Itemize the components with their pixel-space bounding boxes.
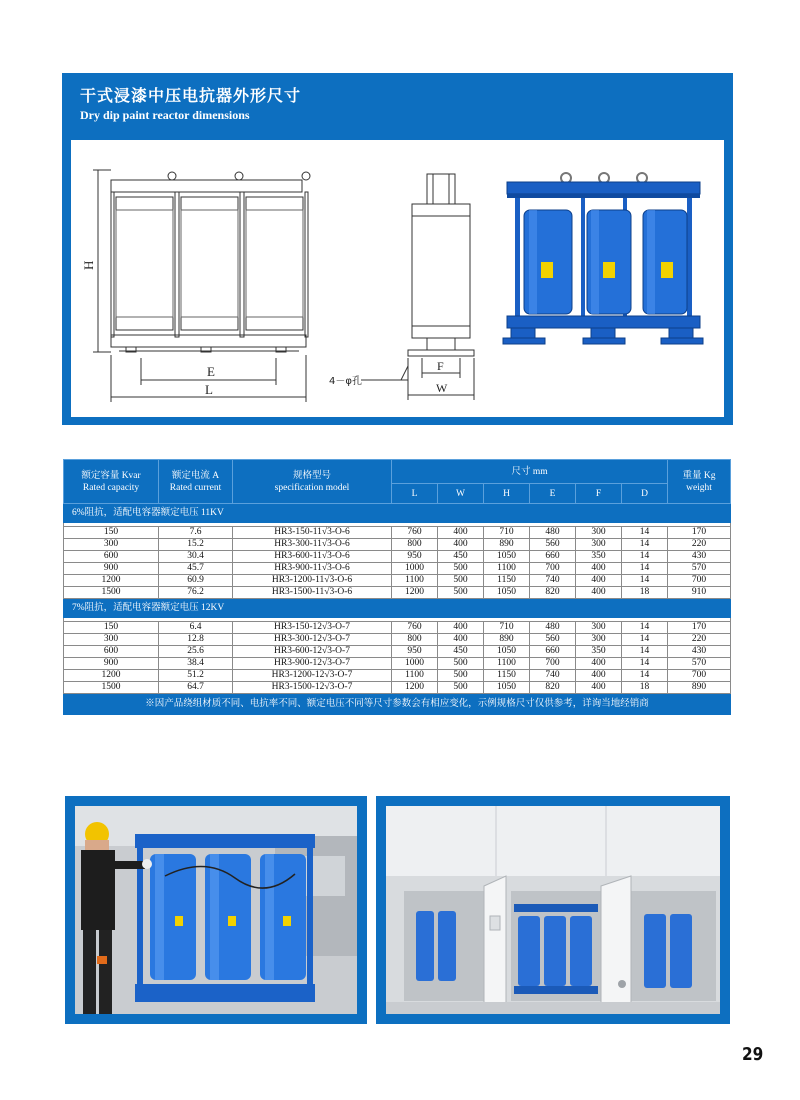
header-capacity bbox=[64, 460, 159, 504]
table-cell: 820 bbox=[530, 587, 576, 599]
table-cell: 400 bbox=[576, 575, 622, 587]
table-cell: 300 bbox=[576, 622, 622, 634]
table-row bbox=[64, 587, 731, 599]
table-cell: 950 bbox=[392, 551, 438, 563]
table-cell: HR3-900-12√3-O-7 bbox=[233, 658, 392, 670]
table-cell: 600 bbox=[64, 646, 159, 658]
table-cell: 450 bbox=[438, 646, 484, 658]
dim-label-l: L bbox=[205, 382, 213, 397]
table-footnote: ※因产品绕组材质不同、电抗率不同、额定电压不同等尺寸参数会有相应变化，示例规格尺寸仅供参考，详询当地经销商 bbox=[64, 694, 731, 715]
panel-title-english: Dry dip paint reactor dimensions bbox=[80, 108, 250, 122]
table-cell: 600 bbox=[64, 551, 159, 563]
table-cell: 400 bbox=[576, 563, 622, 575]
table-cell: 710 bbox=[484, 527, 530, 539]
header-dim-l: L bbox=[392, 484, 438, 504]
table-cell: 170 bbox=[668, 622, 731, 634]
dimensions-panel bbox=[62, 73, 733, 425]
table-cell: 500 bbox=[438, 563, 484, 575]
dimension-drawings bbox=[71, 140, 724, 417]
table-cell: 7.6 bbox=[159, 527, 233, 539]
table-cell: 890 bbox=[484, 634, 530, 646]
table-cell: 14 bbox=[622, 670, 668, 682]
photo-reactor-cabinet bbox=[386, 806, 720, 1014]
section-label: 6%阻抗，适配电容器额定电压 11KV bbox=[64, 504, 731, 523]
table-cell: 910 bbox=[668, 587, 731, 599]
header-model-en: specification model bbox=[274, 482, 350, 493]
table-cell: 570 bbox=[668, 563, 731, 575]
front-view-drawing bbox=[93, 170, 310, 402]
table-cell: 400 bbox=[438, 634, 484, 646]
table-cell: 1200 bbox=[64, 575, 159, 587]
table-cell: 38.4 bbox=[159, 658, 233, 670]
table-cell: 400 bbox=[576, 587, 622, 599]
header-dim-e: E bbox=[530, 484, 576, 504]
header-dim-w: W bbox=[438, 484, 484, 504]
header-dim-f: F bbox=[576, 484, 622, 504]
table-cell: 450 bbox=[438, 551, 484, 563]
photo-frame-right bbox=[376, 796, 730, 1024]
table-cell: HR3-600-11√3-O-6 bbox=[233, 551, 392, 563]
dim-label-holes: 4－φ孔 bbox=[329, 376, 362, 387]
table-cell: 400 bbox=[438, 539, 484, 551]
table-cell: 500 bbox=[438, 587, 484, 599]
header-capacity-en: Rated capacity bbox=[82, 482, 140, 493]
table-cell: 890 bbox=[668, 682, 731, 694]
table-cell: 500 bbox=[438, 575, 484, 587]
header-weight-cn: 重量 Kg bbox=[682, 470, 716, 481]
panel-title-chinese: 干式浸漆中压电抗器外形尺寸 bbox=[80, 86, 302, 105]
table-cell: 1050 bbox=[484, 682, 530, 694]
table-cell: 760 bbox=[392, 527, 438, 539]
table-cell: HR3-150-11√3-O-6 bbox=[233, 527, 392, 539]
table-cell: HR3-150-12√3-O-7 bbox=[233, 622, 392, 634]
header-dim-d: D bbox=[622, 484, 668, 504]
table-cell: 1150 bbox=[484, 575, 530, 587]
table-cell: HR3-1500-12√3-O-7 bbox=[233, 682, 392, 694]
table-cell: HR3-1200-11√3-O-6 bbox=[233, 575, 392, 587]
dim-label-e: E bbox=[207, 364, 215, 379]
table-cell: 300 bbox=[576, 539, 622, 551]
table-row bbox=[64, 634, 731, 646]
table-cell: 1100 bbox=[484, 563, 530, 575]
table-body bbox=[64, 504, 731, 715]
table-cell: 18 bbox=[622, 682, 668, 694]
header-capacity-cn: 额定容量 Kvar bbox=[81, 470, 141, 481]
table-row bbox=[64, 563, 731, 575]
table-cell: 6.4 bbox=[159, 622, 233, 634]
table-cell: 15.2 bbox=[159, 539, 233, 551]
section-label: 7%阻抗，适配电容器额定电压 12KV bbox=[64, 599, 731, 618]
table-cell: 14 bbox=[622, 539, 668, 551]
table-cell: 350 bbox=[576, 646, 622, 658]
table-cell: 1100 bbox=[392, 575, 438, 587]
drawing-area bbox=[71, 140, 724, 417]
table-cell: 25.6 bbox=[159, 646, 233, 658]
table-cell: 400 bbox=[576, 682, 622, 694]
table-cell: 400 bbox=[438, 622, 484, 634]
table-row bbox=[64, 622, 731, 634]
table-cell: 740 bbox=[530, 670, 576, 682]
header-current-cn: 额定电流 A bbox=[171, 470, 220, 481]
reactor-product-render bbox=[503, 173, 703, 344]
header-model bbox=[233, 460, 392, 504]
header-dimensions: 尺寸 mm bbox=[392, 460, 668, 484]
table-cell: 800 bbox=[392, 634, 438, 646]
table-cell: 890 bbox=[484, 539, 530, 551]
table-cell: 1500 bbox=[64, 682, 159, 694]
table-cell: 350 bbox=[576, 551, 622, 563]
table-cell: 500 bbox=[438, 682, 484, 694]
table-cell: 700 bbox=[668, 575, 731, 587]
table-cell: 710 bbox=[484, 622, 530, 634]
cabinet-illustration bbox=[386, 806, 720, 1014]
table-cell: 1200 bbox=[392, 587, 438, 599]
table-cell: 900 bbox=[64, 658, 159, 670]
table-row bbox=[64, 682, 731, 694]
table-cell: 700 bbox=[530, 658, 576, 670]
table-cell: HR3-1500-11√3-O-6 bbox=[233, 587, 392, 599]
table-cell: HR3-1200-12√3-O-7 bbox=[233, 670, 392, 682]
table-cell: 1000 bbox=[392, 563, 438, 575]
dim-label-f: F bbox=[437, 359, 444, 373]
table-cell: 480 bbox=[530, 622, 576, 634]
table-cell: 220 bbox=[668, 634, 731, 646]
dim-label-w: W bbox=[436, 381, 448, 395]
table-cell: 1200 bbox=[64, 670, 159, 682]
table-cell: 820 bbox=[530, 682, 576, 694]
table-cell: 18 bbox=[622, 587, 668, 599]
table-cell: 1050 bbox=[484, 587, 530, 599]
header-model-cn: 规格型号 bbox=[292, 470, 331, 481]
header-current bbox=[159, 460, 233, 504]
table-cell: 900 bbox=[64, 563, 159, 575]
table-row bbox=[64, 575, 731, 587]
table-cell: 430 bbox=[668, 646, 731, 658]
table-cell: HR3-300-11√3-O-6 bbox=[233, 539, 392, 551]
header-weight bbox=[668, 460, 731, 504]
table-cell: 400 bbox=[576, 658, 622, 670]
table-cell: 1150 bbox=[484, 670, 530, 682]
table-cell: 300 bbox=[64, 634, 159, 646]
table-cell: 1050 bbox=[484, 551, 530, 563]
table-cell: 1200 bbox=[392, 682, 438, 694]
table-cell: 660 bbox=[530, 551, 576, 563]
table-cell: 1100 bbox=[484, 658, 530, 670]
table-cell: 14 bbox=[622, 646, 668, 658]
table-cell: 300 bbox=[64, 539, 159, 551]
table-cell: 500 bbox=[438, 658, 484, 670]
side-view-drawing bbox=[361, 174, 474, 400]
table-cell: 660 bbox=[530, 646, 576, 658]
photo-worker-with-reactor bbox=[75, 806, 357, 1014]
table-cell: 14 bbox=[622, 563, 668, 575]
table-cell: 1000 bbox=[392, 658, 438, 670]
table-cell: 12.8 bbox=[159, 634, 233, 646]
table-cell: 430 bbox=[668, 551, 731, 563]
table-cell: 700 bbox=[668, 670, 731, 682]
table-cell: 300 bbox=[576, 634, 622, 646]
worker-reactor-illustration bbox=[75, 806, 357, 1014]
dim-label-h: H bbox=[81, 260, 96, 270]
table-cell: 64.7 bbox=[159, 682, 233, 694]
table-cell: 740 bbox=[530, 575, 576, 587]
table-footnote-row bbox=[64, 694, 731, 715]
header-dim-h: H bbox=[484, 484, 530, 504]
table-cell: 760 bbox=[392, 622, 438, 634]
table-cell: 14 bbox=[622, 658, 668, 670]
table-cell: 800 bbox=[392, 539, 438, 551]
table-cell: 220 bbox=[668, 539, 731, 551]
table-cell: HR3-600-12√3-O-7 bbox=[233, 646, 392, 658]
table-cell: 1500 bbox=[64, 587, 159, 599]
table-cell: 300 bbox=[576, 527, 622, 539]
photo-frame-left bbox=[65, 796, 367, 1024]
table-row bbox=[64, 658, 731, 670]
table-cell: 560 bbox=[530, 634, 576, 646]
table-section-header bbox=[64, 504, 731, 523]
table-cell: 14 bbox=[622, 551, 668, 563]
table-cell: 950 bbox=[392, 646, 438, 658]
page-number: 29 bbox=[742, 1044, 764, 1065]
table-cell: 14 bbox=[622, 527, 668, 539]
table-cell: 480 bbox=[530, 527, 576, 539]
table-header bbox=[64, 460, 731, 504]
header-current-en: Rated current bbox=[169, 482, 222, 493]
table-cell: 150 bbox=[64, 622, 159, 634]
table-cell: 45.7 bbox=[159, 563, 233, 575]
table-cell: 400 bbox=[576, 670, 622, 682]
table-cell: 570 bbox=[668, 658, 731, 670]
table-cell: 1050 bbox=[484, 646, 530, 658]
table-row bbox=[64, 646, 731, 658]
table-row bbox=[64, 527, 731, 539]
table-row bbox=[64, 539, 731, 551]
table-cell: 1100 bbox=[392, 670, 438, 682]
header-weight-en: weight bbox=[686, 482, 712, 493]
table-cell: 400 bbox=[438, 527, 484, 539]
table-cell: HR3-900-11√3-O-6 bbox=[233, 563, 392, 575]
table-cell: 150 bbox=[64, 527, 159, 539]
table-section-header bbox=[64, 599, 731, 618]
table-row bbox=[64, 551, 731, 563]
table-cell: 60.9 bbox=[159, 575, 233, 587]
table-row bbox=[64, 670, 731, 682]
table-cell: 500 bbox=[438, 670, 484, 682]
table-cell: HR3-300-12√3-O-7 bbox=[233, 634, 392, 646]
table-cell: 700 bbox=[530, 563, 576, 575]
table-cell: 51.2 bbox=[159, 670, 233, 682]
table-cell: 560 bbox=[530, 539, 576, 551]
table-cell: 14 bbox=[622, 634, 668, 646]
specification-table bbox=[63, 459, 731, 715]
table-cell: 76.2 bbox=[159, 587, 233, 599]
table-cell: 170 bbox=[668, 527, 731, 539]
table-cell: 14 bbox=[622, 575, 668, 587]
table-cell: 30.4 bbox=[159, 551, 233, 563]
table-cell: 14 bbox=[622, 622, 668, 634]
